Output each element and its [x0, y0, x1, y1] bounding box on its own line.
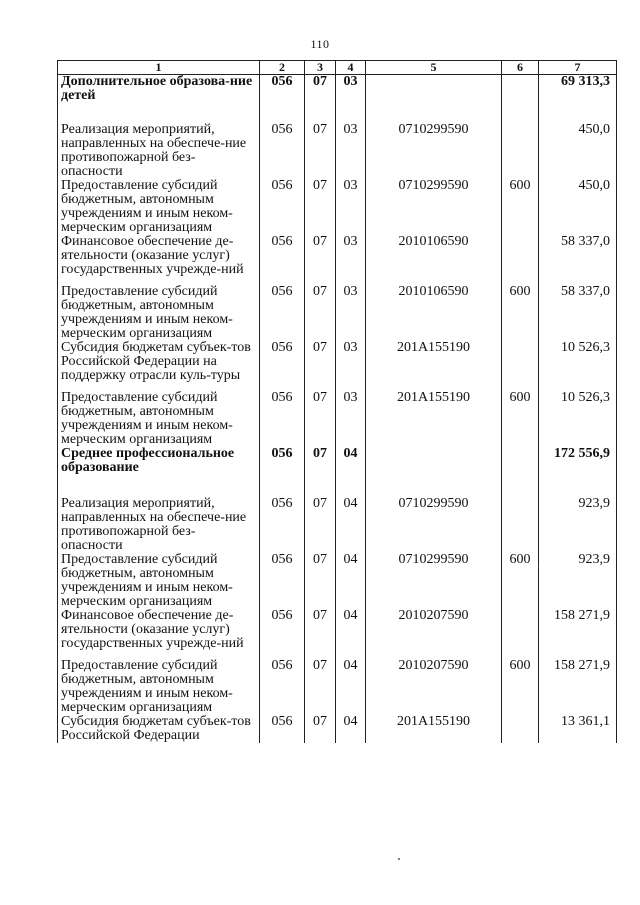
row-subsection: 04: [336, 497, 366, 553]
table-row: [58, 123, 617, 179]
row-subsection: 03: [336, 391, 366, 447]
row-code-admin: 056: [260, 609, 305, 659]
row-target-article: 0710299590: [366, 553, 502, 609]
row-name: Предоставление субсидий бюджетным, автономным учреждениям и иным неком-мерческим организациям: [58, 285, 260, 341]
row-section: 07: [305, 553, 336, 609]
table-row: [58, 285, 617, 341]
row-section: 07: [305, 715, 336, 743]
row-amount: 158 271,9: [539, 659, 617, 715]
table-row: [58, 179, 617, 235]
table-row: [58, 391, 617, 447]
row-code-admin: 056: [260, 447, 305, 497]
row-amount: 58 337,0: [539, 235, 617, 285]
row-expense-type: [502, 123, 539, 179]
row-amount: 450,0: [539, 179, 617, 235]
row-code-admin: 056: [260, 235, 305, 285]
row-name: Реализация мероприятий, направленных на обеспече-ние противопожарной без-опасности: [58, 123, 260, 179]
row-target-article: 0710299590: [366, 497, 502, 553]
row-expense-type: 600: [502, 285, 539, 341]
column-header-1: 1: [58, 61, 260, 75]
row-code-admin: 056: [260, 715, 305, 743]
row-name: Субсидия бюджетам субъек-тов Российской Федерации на поддержку отрасли куль-туры: [58, 341, 260, 391]
row-target-article: 201A155190: [366, 715, 502, 743]
table-row: [58, 609, 617, 659]
row-name: Субсидия бюджетам субъек-тов Российской Федерации: [58, 715, 260, 743]
row-subsection: 04: [336, 609, 366, 659]
row-section: 07: [305, 341, 336, 391]
column-header-4: 4: [336, 61, 366, 75]
table-row: [58, 497, 617, 553]
row-amount: 923,9: [539, 497, 617, 553]
column-number-header-row: [58, 61, 617, 75]
row-target-article: 201A155190: [366, 391, 502, 447]
row-expense-type: [502, 75, 539, 124]
row-target-article: 2010207590: [366, 659, 502, 715]
row-amount: 10 526,3: [539, 341, 617, 391]
column-header-3: 3: [305, 61, 336, 75]
row-amount: 10 526,3: [539, 391, 617, 447]
row-expense-type: 600: [502, 179, 539, 235]
column-header-2: 2: [260, 61, 305, 75]
row-expense-type: 600: [502, 553, 539, 609]
row-subsection: 04: [336, 447, 366, 497]
row-amount: 450,0: [539, 123, 617, 179]
table-row: [58, 235, 617, 285]
row-code-admin: 056: [260, 391, 305, 447]
table-row: [58, 553, 617, 609]
row-section: 07: [305, 75, 336, 124]
row-amount: 923,9: [539, 553, 617, 609]
row-expense-type: [502, 235, 539, 285]
column-header-6: 6: [502, 61, 539, 75]
row-expense-type: 600: [502, 391, 539, 447]
scan-speck: [538, 566, 539, 567]
row-amount: 69 313,3: [539, 75, 617, 124]
table-row: [58, 75, 617, 124]
row-code-admin: 056: [260, 553, 305, 609]
row-name: Предоставление субсидий бюджетным, автономным учреждениям и иным неком-мерческим организациям: [58, 659, 260, 715]
row-name: Предоставление субсидий бюджетным, автономным учреждениям и иным неком-мерческим организациям: [58, 179, 260, 235]
row-subsection: 04: [336, 659, 366, 715]
page-number: 110: [310, 37, 330, 51]
row-section: 07: [305, 123, 336, 179]
row-subsection: 03: [336, 285, 366, 341]
row-code-admin: 056: [260, 179, 305, 235]
row-subsection: 04: [336, 553, 366, 609]
row-subsection: 03: [336, 341, 366, 391]
row-amount: 158 271,9: [539, 609, 617, 659]
row-section: 07: [305, 497, 336, 553]
row-code-admin: 056: [260, 285, 305, 341]
row-target-article: 2010106590: [366, 235, 502, 285]
row-section: 07: [305, 659, 336, 715]
row-section: 07: [305, 391, 336, 447]
row-code-admin: 056: [260, 75, 305, 124]
column-header-7: 7: [539, 61, 617, 75]
row-section: 07: [305, 609, 336, 659]
row-section: 07: [305, 447, 336, 497]
row-section: 07: [305, 285, 336, 341]
row-target-article: [366, 75, 502, 124]
row-name: Предоставление субсидий бюджетным, автономным учреждениям и иным неком-мерческим организациям: [58, 553, 260, 609]
row-amount: 172 556,9: [539, 447, 617, 497]
row-target-article: 0710299590: [366, 123, 502, 179]
row-subsection: 03: [336, 123, 366, 179]
row-target-article: 2010106590: [366, 285, 502, 341]
scan-speck: [398, 858, 400, 860]
row-expense-type: [502, 497, 539, 553]
column-header-5: 5: [366, 61, 502, 75]
row-target-article: [366, 447, 502, 497]
row-subsection: 03: [336, 75, 366, 124]
row-code-admin: 056: [260, 659, 305, 715]
row-amount: 58 337,0: [539, 285, 617, 341]
row-name: Финансовое обеспечение де-ятельности (оказание услуг) государственных учрежде-ний: [58, 235, 260, 285]
row-name: Дополнительное образова-ние детей: [58, 75, 260, 124]
row-expense-type: [502, 715, 539, 743]
row-target-article: 2010207590: [366, 609, 502, 659]
table-row: [58, 715, 617, 743]
row-section: 07: [305, 235, 336, 285]
row-name: Предоставление субсидий бюджетным, автономным учреждениям и иным неком-мерческим организациям: [58, 391, 260, 447]
row-expense-type: [502, 609, 539, 659]
table-body: [58, 75, 617, 744]
row-target-article: 0710299590: [366, 179, 502, 235]
row-target-article: 201A155190: [366, 341, 502, 391]
row-code-admin: 056: [260, 123, 305, 179]
row-code-admin: 056: [260, 497, 305, 553]
row-subsection: 03: [336, 235, 366, 285]
row-name: Реализация мероприятий, направленных на обеспече-ние противопожарной без-опасности: [58, 497, 260, 553]
budget-table: [57, 60, 617, 743]
row-expense-type: [502, 341, 539, 391]
table-row: [58, 341, 617, 391]
row-amount: 13 361,1: [539, 715, 617, 743]
row-name: Финансовое обеспечение де-ятельности (оказание услуг) государственных учрежде-ний: [58, 609, 260, 659]
table-row: [58, 659, 617, 715]
row-subsection: 04: [336, 715, 366, 743]
row-expense-type: [502, 447, 539, 497]
row-code-admin: 056: [260, 341, 305, 391]
row-expense-type: 600: [502, 659, 539, 715]
row-section: 07: [305, 179, 336, 235]
row-subsection: 03: [336, 179, 366, 235]
table-row: [58, 447, 617, 497]
row-name: Среднее профессиональное образование: [58, 447, 260, 497]
